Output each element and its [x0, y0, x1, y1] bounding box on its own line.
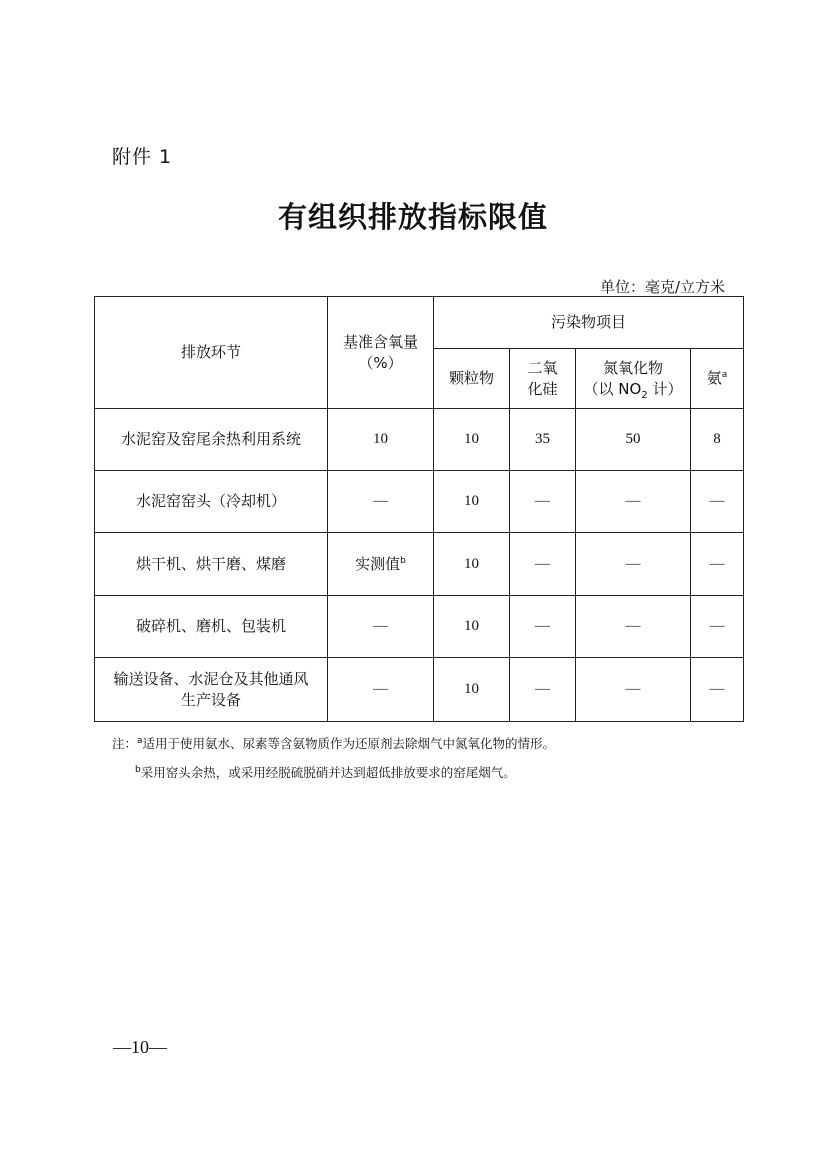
cell-stage: 水泥窑及窑尾余热利用系统	[95, 409, 328, 471]
table-row	[95, 533, 744, 596]
cell-stage: 烘干机、烘干磨、煤磨	[95, 533, 328, 596]
table-row	[95, 596, 744, 658]
cell-ammonia: —	[691, 533, 744, 596]
header-so2: 二氧 化硅	[510, 349, 576, 409]
cell-nox: —	[576, 471, 691, 533]
cell-so2: —	[510, 533, 576, 596]
attachment-label: 附件 1	[112, 146, 173, 168]
unit-label: 单位：毫克/立方米	[599, 278, 725, 296]
cell-oxygen: 实测值$^b$	[328, 533, 434, 596]
cell-oxygen: 10	[328, 409, 434, 471]
cell-so2: —	[510, 658, 576, 722]
footnote-a: 注：$^a$适用于使用氨水、尿素等含氨物质作为还原剂去除烟气中氮氧化物的情形。	[112, 735, 556, 751]
footnote-b: $^b$采用窑头余热，或采用经脱硫脱硝并达到超低排放要求的窑尾烟气。	[135, 764, 516, 780]
header-pollutants: 污染物项目	[434, 297, 744, 349]
cell-nox: —	[576, 533, 691, 596]
cell-ammonia: —	[691, 596, 744, 658]
cell-ammonia: —	[691, 471, 744, 533]
cell-stage: 破碎机、磨机、包装机	[95, 596, 328, 658]
cell-particulate: 10	[434, 658, 510, 722]
header-stage: 排放环节	[95, 297, 328, 409]
page-title: 有组织排放指标限值	[277, 200, 548, 234]
emission-limits-table	[94, 296, 744, 722]
cell-so2: —	[510, 596, 576, 658]
cell-nox: 50	[576, 409, 691, 471]
header-ammonia: 氨$^a$	[691, 349, 744, 409]
footnotes	[112, 734, 555, 783]
cell-so2: —	[510, 471, 576, 533]
header-nox: 氮氧化物 （以 $NO_2$ 计）	[576, 349, 691, 409]
cell-so2: 35	[510, 409, 576, 471]
cell-particulate: 10	[434, 533, 510, 596]
cell-nox: —	[576, 596, 691, 658]
header-oxygen: 基准含氧量 （%）	[328, 297, 434, 409]
cell-oxygen: —	[328, 471, 434, 533]
cell-particulate: 10	[434, 409, 510, 471]
table-row	[95, 471, 744, 533]
cell-particulate: 10	[434, 596, 510, 658]
cell-nox: —	[576, 658, 691, 722]
cell-ammonia: 8	[691, 409, 744, 471]
cell-particulate: 10	[434, 471, 510, 533]
table-row	[95, 658, 744, 722]
cell-oxygen: —	[328, 658, 434, 722]
header-particulate: 颗粒物	[434, 349, 510, 409]
table-row	[95, 409, 744, 471]
cell-stage: 输送设备、水泥仓及其他通风 生产设备	[95, 658, 328, 722]
cell-oxygen: —	[328, 596, 434, 658]
cell-ammonia: —	[691, 658, 744, 722]
cell-stage: 水泥窑窑头（冷却机）	[95, 471, 328, 533]
page-number: —10—	[113, 1037, 167, 1057]
